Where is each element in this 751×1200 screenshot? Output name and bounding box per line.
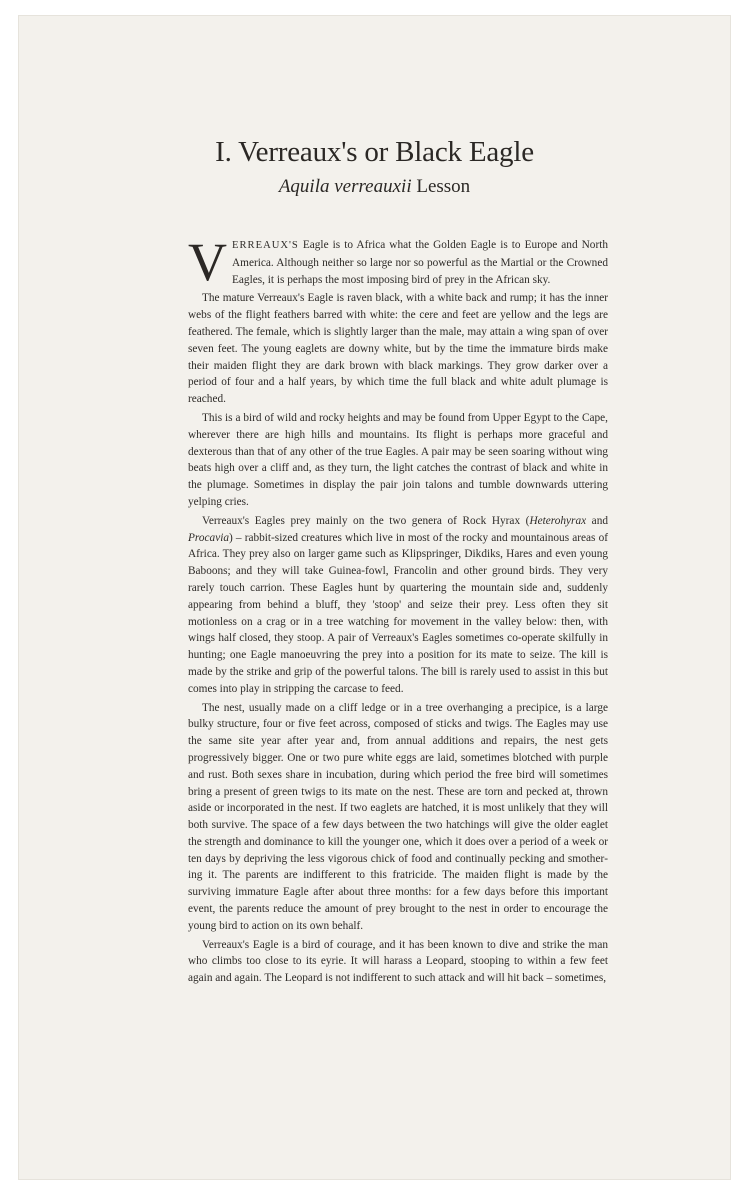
- body-text: [188, 232, 608, 989]
- paragraph-5: The nest, usually made on a cliff ledge or in a tree overhanging a precipice, is a large bulky structure, four or five feet across, composed of sticks and twigs. The Eagles may use the same site year after year and, from annual additions and repairs, the nest gets progressively bigger. One or two pure white eggs are laid, sometimes blotched with purple and rust. Both sexes share in incubation, during which period the free bird will sometimes bring a present of green twigs to its mate on the nest. These are torn and pecked at, thrown aside or incorporated in the nest. If two eaglets are hatched, it is most unlikely that they will both survive. The space of a few days between the two hatchings will give the older eaglet the strength and dominance to kill the younger one, which it does over a period of a week or ten days by depriving the less vigorous chick of food and continually pecking and smothering it. The parents are indifferent to this fratricide. The maiden flight is made by the surviving immature Eagle after about three months: for a few days before this important event, the parents reduce the amount of prey brought to the nest in order to encourage the young bird to action on its own behalf.: [188, 701, 608, 932]
- chapter-subtitle: [19, 176, 730, 198]
- paragraph-3: This is a bird of wild and rocky heights and may be found from Upper Egypt to the Cape, wherever there are high hills and mountains. Its flight is perhaps more graceful and dexterous than that of any other of the true Eagles. A pair may be seen soaring without wing beats high over a cliff and, as they turn, the light catches the contrast of black and white in the plumage. Sometimes in display the pair join talons and tumble downwards uttering yelping cries.: [188, 411, 608, 508]
- paragraph-4-text-b: and: [586, 514, 608, 527]
- chapter-title: I. Verreaux's or Black Eagle: [215, 136, 534, 168]
- paragraph-4-text-a: Verreaux's Eagles prey mainly on the two genera of Rock Hyrax (: [202, 514, 530, 527]
- genus-procavia: Procavia: [188, 531, 229, 544]
- book-page: [19, 16, 730, 1179]
- drop-cap: V: [188, 232, 227, 292]
- small-caps-lead: ERREAUX'S: [232, 240, 299, 251]
- paragraph-1-text: Eagle is to Africa what the Golden Eagle is to Europe and North America. Although neither so large nor so powerful as the Martial or the Crowned Eagles, it is perhaps the most imposing bird of prey in the African sky.: [232, 239, 608, 286]
- paragraph-1: [188, 232, 608, 292]
- paragraph-2: The mature Verreaux's Eagle is raven black, with a white back and rump; it has the inner webs of the flight feathers barred with white: the cere and feet are yellow and the legs are feathered. The female, which is slightly larger than the male, may attain a wing span of over seven feet. The young eaglets are downy white, but by the time the immature birds make their maiden flight they are dark brown with black markings. They grow darker over a period of four and a half years, by which time the full black and white adult plumage is reached.: [188, 292, 608, 406]
- latin-name: Aquila verreauxii: [278, 176, 412, 197]
- paragraph-4-text-c: ) – rabbit-sized creatures which live in most of the rocky and mountainous areas of Africa. They prey also on larger game such as Klipspringer, Dikdiks, Hares and even young Baboons; and they will take Guinea-fowl, Francolin and other ground birds. They very rarely touch carrion. These Eagles hunt by quartering the mountain side and, suddenly appearing from behind a bluff, they 'stoop' and seize their prey. Less often they sit motionless on a crag or in a tree watching for movement in the valley below: then, with wings half closed, they stoop. A pair of Verreaux's Eagles sometimes co-operate skilfully in hunting; one Eagle manoeuvring the prey into a position for its mate to seize. The kill is made by the strike and grip of the powerful talons. The bill is rarely used to assist in this but comes into play in stripping the carcase to feed.: [188, 531, 608, 695]
- genus-heterohyrax: Heterohyrax: [529, 514, 587, 527]
- paragraph-4: [188, 513, 608, 698]
- paragraph-6: Verreaux's Eagle is a bird of courage, and it has been known to dive and strike the man who climbs too close to its eyrie. It will harass a Leopard, stooping to within a few feet again and again. The Leopard is not indifferent to such attack and will hit back – sometimes,: [188, 938, 608, 985]
- taxonomic-author: Lesson: [416, 176, 471, 197]
